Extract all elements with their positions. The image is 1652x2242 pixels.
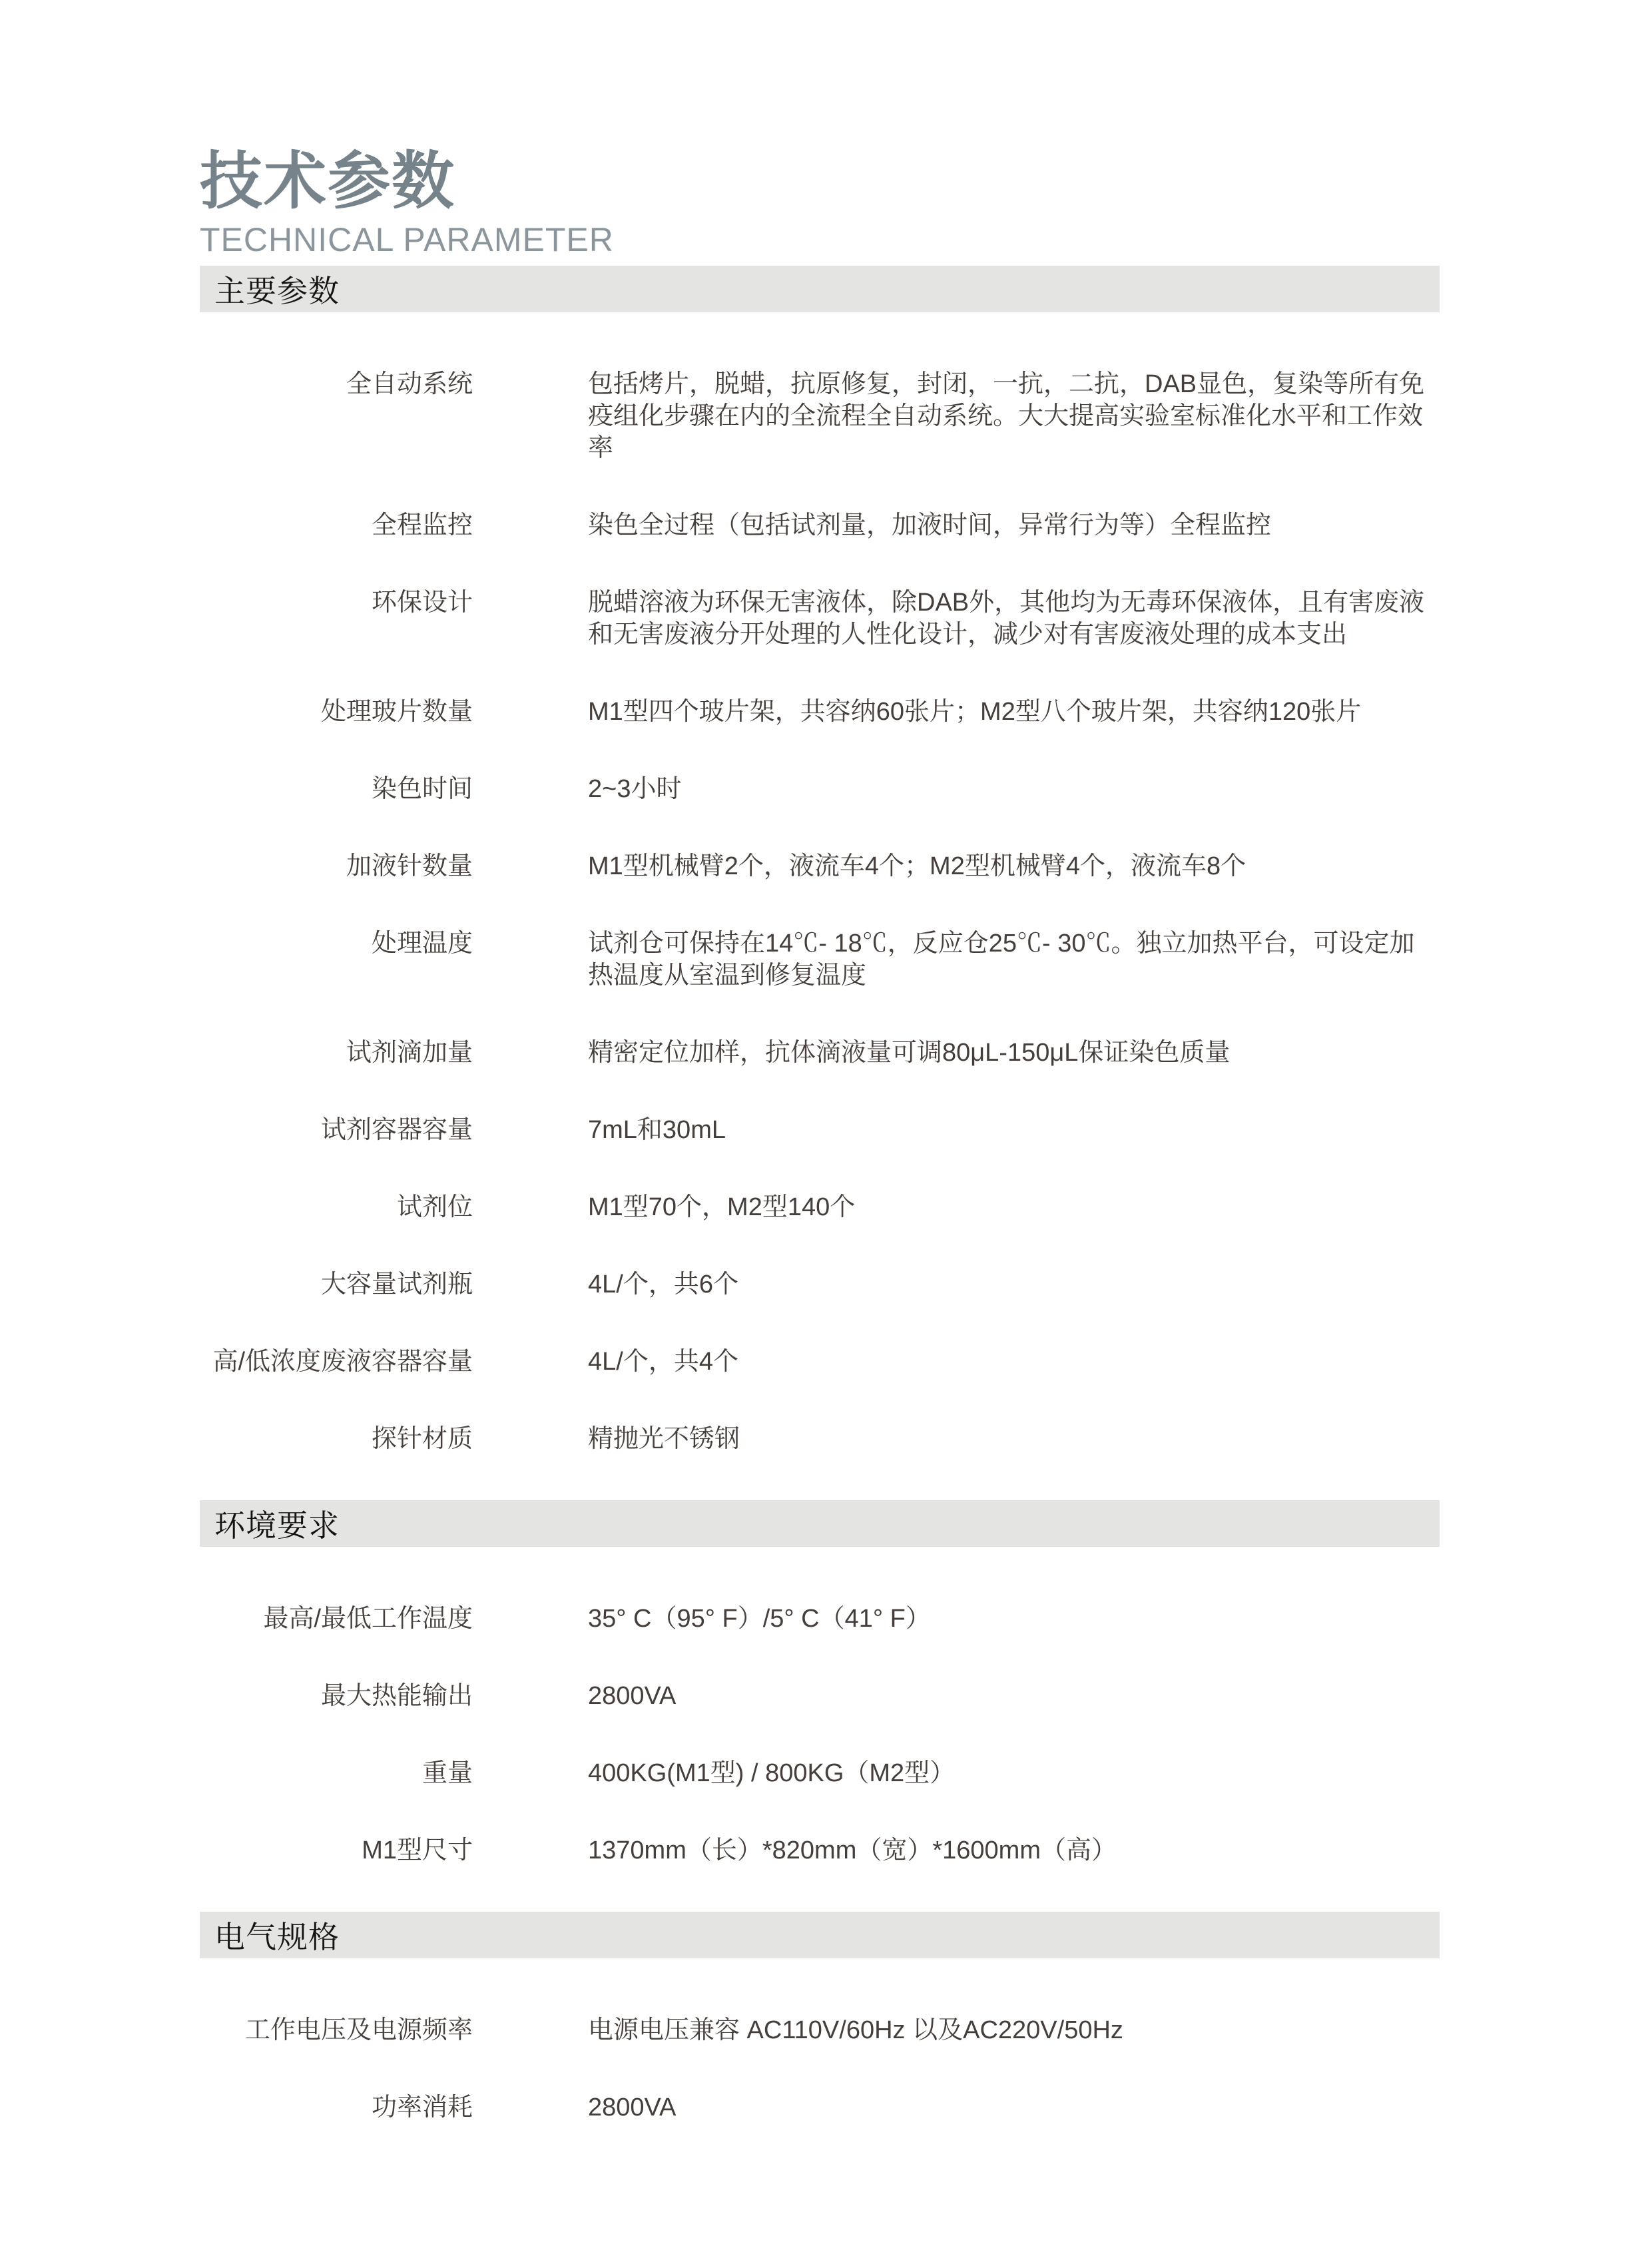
table-row <box>200 1757 1440 1789</box>
spec-label: 试剂位 <box>396 1193 473 1221</box>
spec-value: 1370mm（长）*820mm（宽）*1600mm（高） <box>588 1836 1117 1864</box>
spec-table <box>200 1547 1440 1866</box>
spec-label: 染色时间 <box>371 775 473 803</box>
table-row <box>200 1346 1440 1378</box>
table-row <box>200 509 1440 541</box>
spec-label: M1型尺寸 <box>362 1836 473 1864</box>
table-row <box>200 1423 1440 1455</box>
spec-label: 全程监控 <box>371 511 473 539</box>
table-row <box>200 2014 1440 2046</box>
spec-label: 处理玻片数量 <box>320 698 473 726</box>
table-row <box>200 1603 1440 1635</box>
table-row <box>200 2092 1440 2123</box>
table-row <box>200 1191 1440 1223</box>
spec-label: 重量 <box>421 1759 473 1787</box>
spec-value: 精密定位加样，抗体滴液量可调80μL-150μL保证染色质量 <box>588 1039 1231 1067</box>
spec-value: 染色全过程（包括试剂量，加液时间，异常行为等）全程监控 <box>588 511 1272 539</box>
section-header-bar <box>200 266 1440 312</box>
table-row <box>200 928 1440 991</box>
section-header-bar <box>200 1500 1440 1547</box>
table-row <box>200 773 1440 805</box>
spec-label: 试剂滴加量 <box>346 1039 473 1067</box>
spec-value: 4L/个，共6个 <box>588 1270 738 1298</box>
spec-value: 4L/个，共4个 <box>588 1348 738 1376</box>
table-row <box>200 587 1440 651</box>
spec-value: 2800VA <box>588 2094 677 2121</box>
spec-table <box>200 312 1440 1455</box>
spec-label: 环保设计 <box>371 589 473 617</box>
spec-value: M1型四个玻片架，共容纳60张片；M2型八个玻片架，共容纳120张片 <box>588 698 1362 726</box>
table-row <box>200 696 1440 728</box>
spec-label: 全自动系统 <box>346 370 473 398</box>
table-row <box>200 1114 1440 1146</box>
spec-label: 试剂容器容量 <box>320 1116 473 1144</box>
spec-value: 7mL和30mL <box>588 1116 726 1144</box>
spec-value: 2800VA <box>588 1682 677 1710</box>
section-electrical-specifications <box>200 1912 1440 2123</box>
spec-value: 脱蜡溶液为环保无害液体，除DAB外，其他均为无毒环保液体，且有害废液和无害废液分开处理的人性化设计，减少对有害废液处理的成本支出 <box>588 589 1425 649</box>
spec-label: 高/低浓度废液容器容量 <box>212 1348 473 1376</box>
table-row <box>200 850 1440 882</box>
spec-value: 2~3小时 <box>588 775 682 803</box>
table-row <box>200 368 1440 464</box>
spec-label: 最高/最低工作温度 <box>263 1605 473 1633</box>
section-main-parameters <box>200 266 1440 1455</box>
spec-label: 加液针数量 <box>346 852 473 880</box>
spec-value: 电源电压兼容 AC110V/60Hz 以及AC220V/50Hz <box>588 2016 1123 2044</box>
spec-value: 试剂仓可保持在14℃- 18℃，反应仓25℃- 30℃。独立加热平台，可设定加热温度从室温到修复温度 <box>588 930 1415 989</box>
page-header <box>0 0 1652 266</box>
spec-value: 400KG(M1型) / 800KG（M2型） <box>588 1759 956 1787</box>
spec-label: 探针材质 <box>371 1425 473 1453</box>
table-row <box>200 1680 1440 1712</box>
section-heading: 主要参数 <box>214 274 340 308</box>
spec-label: 最大热能输出 <box>320 1682 473 1710</box>
section-heading: 环境要求 <box>214 1508 340 1543</box>
table-row <box>200 1834 1440 1866</box>
spec-value: 包括烤片，脱蜡，抗原修复，封闭，一抗，二抗，DAB显色，复染等所有免疫组化步骤在内的全流程全自动系统。大大提高实验室标准化水平和工作效率 <box>588 370 1425 462</box>
spec-label: 大容量试剂瓶 <box>320 1270 473 1298</box>
spec-label: 功率消耗 <box>371 2094 473 2121</box>
section-heading: 电气规格 <box>214 1920 340 1954</box>
page-subtitle: TECHNICAL PARAMETER <box>200 221 614 258</box>
section-header-bar <box>200 1912 1440 1958</box>
table-row <box>200 1268 1440 1300</box>
section-environment-requirements <box>200 1500 1440 1866</box>
spec-value: M1型70个，M2型140个 <box>588 1193 856 1221</box>
spec-table <box>200 1958 1440 2123</box>
spec-value: 35° C（95° F）/5° C（41° F） <box>588 1605 931 1633</box>
spec-label: 工作电压及电源频率 <box>244 2016 473 2044</box>
page-title: 技术参数 <box>200 146 456 216</box>
table-row <box>200 1037 1440 1069</box>
spec-value: M1型机械臂2个，液流车4个；M2型机械臂4个，液流车8个 <box>588 852 1246 880</box>
spec-value: 精抛光不锈钢 <box>588 1425 740 1453</box>
spec-label: 处理温度 <box>371 930 473 958</box>
